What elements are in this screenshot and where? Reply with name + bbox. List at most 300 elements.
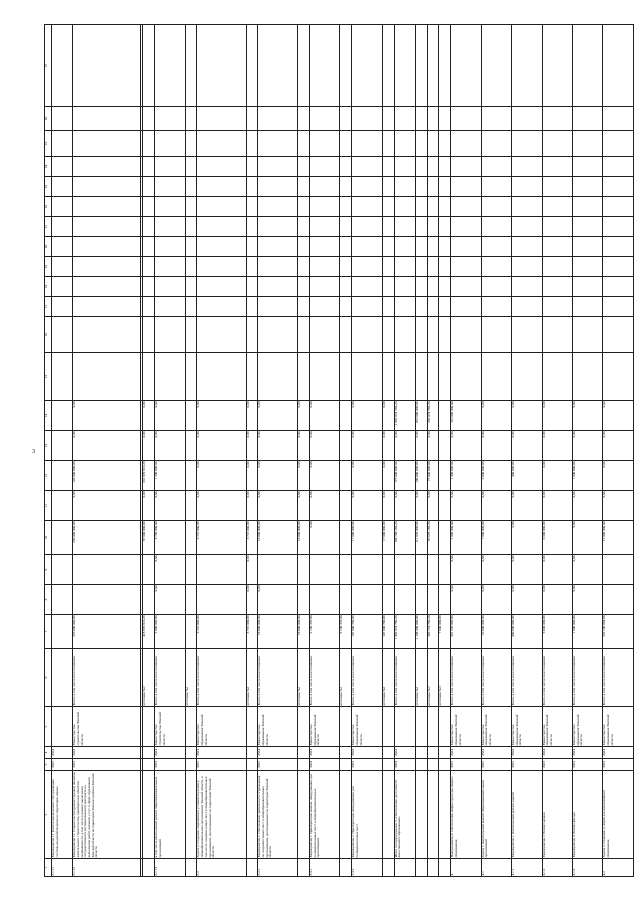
table-cell [512, 297, 542, 317]
table-cell [309, 277, 339, 297]
table-cell: 0,00 [572, 555, 602, 585]
table-cell [258, 257, 298, 277]
table-cell [185, 759, 197, 771]
table-cell: 2024 [73, 747, 141, 759]
table-cell: 0,00 [258, 431, 298, 461]
table-cell [73, 297, 141, 317]
table-cell [439, 177, 451, 197]
table-cell [427, 747, 439, 759]
table-cell: 0,00 [197, 431, 246, 461]
table-row [340, 25, 352, 877]
table-row [155, 25, 185, 877]
table-cell [481, 197, 511, 217]
table-cell [298, 107, 310, 131]
table-cell [415, 25, 427, 107]
table-cell [603, 107, 634, 131]
table-cell: Всего, в том числе по источникам: [309, 649, 339, 707]
table-cell: 120 000 000,00 [73, 461, 141, 491]
table-cell [143, 759, 155, 771]
table-cell [185, 197, 197, 217]
table-cell [197, 107, 246, 131]
table-cell [246, 759, 258, 771]
table-cell [185, 747, 197, 759]
table-cell: 0,00 [155, 555, 185, 585]
table-cell [258, 353, 298, 401]
table-cell [73, 585, 141, 615]
table-cell [572, 131, 602, 157]
table-cell [352, 177, 382, 197]
table-cell: источник №1 [340, 649, 352, 707]
table-cell: Всего, в том числе по источникам: [394, 649, 415, 707]
table-cell: Итого по подпрограмме 3 «Обеспечение доступности качественного образования» [394, 771, 415, 859]
table-cell: 0,00 [143, 401, 155, 431]
table-cell: 0,00 [258, 461, 298, 491]
table-cell [52, 521, 73, 555]
table-cell [427, 197, 439, 217]
table-cell [481, 157, 511, 177]
table-cell: 4.1.2 [542, 859, 572, 877]
table-cell [542, 353, 572, 401]
table-cell: источник №1 [298, 649, 310, 707]
table-cell [52, 317, 73, 353]
column-number-21: 21 [45, 217, 52, 237]
table-cell: 0,00 [309, 401, 339, 431]
table-cell [512, 277, 542, 297]
table-cell: источник №1 [382, 649, 394, 707]
table-cell [394, 257, 415, 277]
table-cell [394, 197, 415, 217]
column-number-23: 23 [45, 177, 52, 197]
table-cell [427, 257, 439, 277]
table-cell: 0,00 [258, 585, 298, 615]
table-row [481, 25, 511, 877]
table-cell [394, 177, 415, 197]
table-cell [512, 177, 542, 197]
table-cell [143, 707, 155, 747]
table-cell: 18 000 000,00 [258, 521, 298, 555]
table-cell: 0,00 [246, 401, 258, 431]
table-cell: 0,00 [309, 431, 339, 461]
table-cell: 0,00 [512, 555, 542, 585]
table-cell [52, 585, 73, 615]
table-cell [512, 25, 542, 107]
column-number-9: 9 [45, 555, 52, 585]
table-cell [73, 317, 141, 353]
table-cell: 87 678 189,20 [427, 521, 439, 555]
table-cell: 0,00 [481, 431, 511, 461]
table-cell: Мероприятие 1. Приобретение мебели, оборудования для оснащения новых мест в общеобразовательных организациях [309, 771, 339, 859]
table-cell [309, 217, 339, 237]
table-row [512, 25, 542, 877]
table-cell [197, 157, 246, 177]
table-cell [542, 197, 572, 217]
table-cell [197, 353, 246, 401]
table-cell [309, 131, 339, 157]
table-cell [481, 353, 511, 401]
table-cell: 370 000 000,00 [73, 615, 141, 649]
table-cell [512, 257, 542, 277]
table-cell [309, 555, 339, 585]
table-cell: 0,00 [542, 401, 572, 431]
table-cell [481, 317, 511, 353]
table-cell [382, 707, 394, 747]
column-number-24: 24 [45, 157, 52, 177]
table-cell: источник №2 [143, 649, 155, 707]
table-cell [197, 177, 246, 197]
table-cell [298, 707, 310, 747]
table-row [298, 25, 310, 877]
table-cell: 0,00 [298, 431, 310, 461]
table-row [73, 25, 141, 877]
table-cell: 1 492 074 769,20 [394, 615, 415, 649]
table-cell [340, 707, 352, 747]
table-cell: Всего, в том числе по источникам: [258, 649, 298, 707]
table-cell: 3 760 000,00 [155, 521, 185, 555]
table-cell: Министерство образования Томской области [258, 707, 298, 747]
table-cell [143, 257, 155, 277]
table-cell: Мероприятие 11. Капитальный ремонт Обслуживание системы видеонаблюдения на территории школы [52, 771, 73, 859]
table-cell: 3 000 000,00 [481, 461, 511, 491]
table-cell [382, 297, 394, 317]
table-cell: 2023 [352, 759, 382, 771]
table-cell [439, 461, 451, 491]
table-cell [427, 131, 439, 157]
table-cell [246, 747, 258, 759]
table-cell [352, 353, 382, 401]
table-cell: 2024 [451, 747, 481, 759]
table-cell [572, 177, 602, 197]
table-cell [394, 707, 415, 747]
table-cell [439, 401, 451, 431]
table-cell [73, 25, 141, 107]
table-cell: 4.1.3 [572, 859, 602, 877]
table-cell: 3.1.13 [155, 859, 185, 877]
table-cell: Всего, в том числе по источникам: [603, 649, 634, 707]
table-cell [394, 859, 415, 877]
table-cell [155, 131, 185, 157]
table-cell: Всего, в том числе по источникам: [197, 649, 246, 707]
table-cell [481, 297, 511, 317]
table-cell [340, 461, 352, 491]
table-cell [481, 257, 511, 277]
table-row [451, 25, 481, 877]
table-cell [439, 431, 451, 461]
table-cell: 0,00 [415, 431, 427, 461]
table-cell: 2023 [572, 759, 602, 771]
table-cell [340, 555, 352, 585]
table-cell [246, 197, 258, 217]
table-cell: 341 550 000,00 [451, 615, 481, 649]
table-cell: 2022 [52, 759, 73, 771]
table-cell [185, 177, 197, 197]
table-cell [73, 237, 141, 257]
table-cell: 2024 [197, 747, 246, 759]
table-cell: 6 000 000,00 [542, 521, 572, 555]
table-cell: источник №1 [246, 649, 258, 707]
table-cell [352, 555, 382, 585]
column-number-3: 3 [45, 759, 52, 771]
table-cell [340, 859, 352, 877]
table-cell [382, 157, 394, 177]
table-row [427, 25, 439, 877]
table-cell [185, 521, 197, 555]
table-cell [309, 353, 339, 401]
table-cell [382, 585, 394, 615]
column-number-11: 11 [45, 491, 52, 521]
table-cell [382, 277, 394, 297]
table-cell: 0,00 [382, 431, 394, 461]
table-cell [73, 197, 141, 217]
table-cell [185, 401, 197, 431]
table-cell: 0,00 [352, 401, 382, 431]
table-cell: 3.1.11 [52, 859, 73, 877]
table-cell: 0,00 [155, 401, 185, 431]
table-cell [542, 297, 572, 317]
table-cell [352, 257, 382, 277]
table-cell: 1 000 000,00 [451, 521, 481, 555]
table-cell [603, 217, 634, 237]
table-cell [52, 257, 73, 277]
table-cell [415, 317, 427, 353]
table-cell: 2023 [155, 759, 185, 771]
table-cell [439, 237, 451, 257]
table-cell: 331 870 813,20 [143, 461, 155, 491]
table-cell [427, 25, 439, 107]
table-cell [451, 353, 481, 401]
table-cell: 3.1.12 [73, 859, 141, 877]
table-cell: 6 000 000,00 [542, 615, 572, 649]
table-cell: 0,00 [572, 521, 602, 555]
table-cell [451, 317, 481, 353]
table-cell: 0,00 [481, 555, 511, 585]
table-cell [394, 585, 415, 615]
table-cell [572, 197, 602, 217]
table-cell [155, 353, 185, 401]
table-cell [439, 317, 451, 353]
table-cell [258, 237, 298, 257]
table-cell [73, 353, 141, 401]
table-cell: 4 [451, 859, 481, 877]
table-cell [185, 615, 197, 649]
table-cell [155, 177, 185, 197]
table-cell [427, 353, 439, 401]
table-cell [439, 277, 451, 297]
table-cell: 383 774 769,20 [427, 615, 439, 649]
table-cell: 1 400 000,00 [451, 461, 481, 491]
table-cell [427, 859, 439, 877]
table-cell [415, 257, 427, 277]
column-number-5: 5 [45, 707, 52, 747]
table-cell [340, 759, 352, 771]
table-cell [382, 107, 394, 131]
table-cell [246, 257, 258, 277]
table-cell [439, 759, 451, 771]
table-cell [382, 317, 394, 353]
table-cell: 3.2 [197, 859, 246, 877]
table-cell [451, 157, 481, 177]
table-cell [298, 131, 310, 157]
table-cell [246, 237, 258, 257]
table-cell: Министерство образования Томской области [451, 707, 481, 747]
table-cell: 0,00 [155, 431, 185, 461]
table-cell [143, 317, 155, 353]
table-cell [394, 217, 415, 237]
table-cell [603, 157, 634, 177]
table-cell [246, 353, 258, 401]
table-cell [481, 217, 511, 237]
table-cell [340, 177, 352, 197]
table-cell [352, 237, 382, 257]
table-cell [340, 431, 352, 461]
table-cell: 3 716 000,00 [246, 615, 258, 649]
table-cell: 2023 [73, 759, 141, 771]
table-cell [439, 585, 451, 615]
table-cell [427, 771, 439, 859]
table-cell [382, 759, 394, 771]
table-cell: Задача 2. Создание современных условий обучения в общеобразовательных организациях Томской области, в том числе создание новых мест в общеобразовательных организациях, расположенных на территории Томской области [197, 771, 246, 859]
table-cell [185, 25, 197, 107]
table-cell [185, 585, 197, 615]
table-cell [185, 277, 197, 297]
table-cell: 2024 [258, 747, 298, 759]
table-row [185, 25, 197, 877]
table-cell [481, 25, 511, 107]
table-cell: 0,00 [394, 431, 415, 461]
table-cell [542, 217, 572, 237]
table-cell [258, 217, 298, 237]
table-row [572, 25, 602, 877]
table-cell [382, 237, 394, 257]
table-cell [451, 237, 481, 257]
table-cell [298, 25, 310, 107]
table-cell [415, 353, 427, 401]
table-cell [512, 157, 542, 177]
table-cell [572, 25, 602, 107]
table-cell [439, 747, 451, 759]
table-cell [52, 649, 73, 707]
table-cell [246, 317, 258, 353]
table-cell [52, 217, 73, 237]
table-cell: Министерство строительства Томской области [73, 707, 141, 747]
table-cell [143, 297, 155, 317]
table-cell: 0,00 [197, 491, 246, 521]
table-cell [155, 107, 185, 131]
table-cell [340, 521, 352, 555]
column-number-17: 17 [45, 297, 52, 317]
table-cell [197, 257, 246, 277]
table-cell [309, 25, 339, 107]
table-cell: 87 000 000,00 [143, 521, 155, 555]
table-cell [340, 217, 352, 237]
table-row [542, 25, 572, 877]
table-cell: 2022 [481, 759, 511, 771]
table-cell: 17 000 000,00 [352, 521, 382, 555]
table-cell [451, 177, 481, 197]
table-cell: Всего, в том числе по источникам: [352, 649, 382, 707]
table-cell: 13 000 000,00 [603, 521, 634, 555]
table-cell [415, 237, 427, 257]
table-cell [298, 157, 310, 177]
table-cell [427, 157, 439, 177]
table-cell: 2022 [258, 759, 298, 771]
table-cell [143, 859, 155, 877]
table-cell [340, 585, 352, 615]
table-cell [298, 555, 310, 585]
table-cell [309, 237, 339, 257]
table-cell: 2024 [572, 747, 602, 759]
table-cell [394, 131, 415, 157]
table-cell: 0,00 [427, 431, 439, 461]
table-cell [512, 353, 542, 401]
table-cell: 3 716 000,00 [197, 521, 246, 555]
column-number-14: 14 [45, 401, 52, 431]
table-cell [415, 759, 427, 771]
table-cell [352, 197, 382, 217]
table-cell [572, 217, 602, 237]
table-cell [143, 157, 155, 177]
table-cell [542, 107, 572, 131]
column-number-27: 27 [45, 25, 52, 107]
table-cell: Министерство образования Томской области [542, 707, 572, 747]
table-cell [572, 317, 602, 353]
table-cell: 18 000 000,00 [298, 615, 310, 649]
column-number-6: 6 [45, 649, 52, 707]
column-number-12: 12 [45, 461, 52, 491]
table-cell: 7 000 000,00 [481, 521, 511, 555]
table-cell [197, 555, 246, 585]
table-cell [298, 759, 310, 771]
table-cell [382, 859, 394, 877]
table-cell: 2024 [352, 747, 382, 759]
table-cell [603, 585, 634, 615]
table-cell [143, 353, 155, 401]
table-cell [298, 859, 310, 877]
table-cell [382, 771, 394, 859]
table-cell: 0,00 [572, 585, 602, 615]
table-cell: Задача 2. Создание условий для инклюзивного образования [603, 771, 634, 859]
table-cell [427, 237, 439, 257]
table-cell: 0,00 [246, 585, 258, 615]
page-number: 3 [32, 449, 35, 455]
table-cell [572, 257, 602, 277]
table-cell: 235 180 984,00 [603, 615, 634, 649]
table-cell [298, 197, 310, 217]
table-cell [298, 585, 310, 615]
table-cell [185, 131, 197, 157]
table-cell [415, 747, 427, 759]
table-cell [155, 237, 185, 257]
table-cell [52, 131, 73, 157]
table-cell: 4.1 [481, 859, 511, 877]
table-cell [439, 107, 451, 131]
table-cell: 0,00 [603, 431, 634, 461]
table-cell [185, 859, 197, 877]
table-row [197, 25, 246, 877]
table-cell: Всего, в том числе по источникам: [481, 649, 511, 707]
table-cell [439, 521, 451, 555]
table-cell [258, 555, 298, 585]
table-cell [258, 157, 298, 177]
table-cell [155, 157, 185, 177]
table-cell: Подпрограмма 4. Обеспечение инфраструктуры общего образования [451, 771, 481, 859]
column-number-16: 16 [45, 317, 52, 353]
column-number-20: 20 [45, 237, 52, 257]
table-cell [340, 491, 352, 521]
table-cell [185, 237, 197, 257]
table-cell [309, 317, 339, 353]
column-number-19: 19 [45, 257, 52, 277]
table-cell [542, 317, 572, 353]
